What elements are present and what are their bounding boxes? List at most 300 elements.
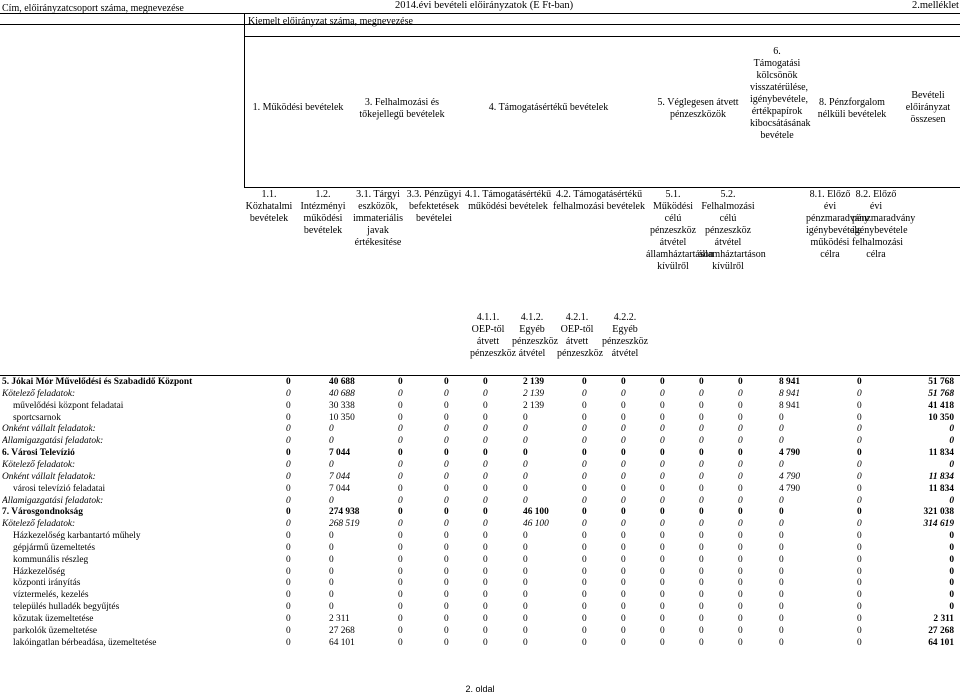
row-value: 0: [738, 637, 743, 648]
row-value: 0: [582, 507, 587, 518]
row-value: 0: [582, 614, 587, 624]
row-value: 0: [444, 507, 449, 518]
table-row: [0, 614, 960, 625]
row-value: 0: [398, 531, 403, 542]
row-value: 0: [857, 424, 862, 435]
sub-4-1: 4.1. Támogatásértékű működési bevételek: [464, 189, 552, 212]
row-value: 0: [286, 495, 291, 506]
row-value: 0: [286, 554, 291, 565]
row-value: 0: [621, 471, 626, 482]
row-value: 0: [779, 590, 784, 601]
row-value: 0: [286, 377, 291, 387]
row-value: 0: [398, 578, 403, 589]
row-value: 0: [329, 566, 334, 577]
row-value: 7 044: [329, 471, 351, 482]
row-value: 0: [621, 637, 626, 648]
row-value: 0: [286, 531, 291, 542]
row-value: 0: [699, 471, 704, 482]
row-value: 0: [582, 377, 587, 387]
group-5-header: 5. Véglegesen átvett pénzeszközök: [657, 97, 739, 120]
row-label: Házkezelőség karbantartó műhely: [13, 531, 141, 542]
row-value: 4 790: [779, 471, 801, 482]
row-value: 268 519: [329, 519, 360, 530]
row-value: 0: [699, 578, 704, 589]
row-value: 0: [779, 519, 784, 530]
row-value: 0: [444, 542, 449, 553]
row-label: 6. Városi Televízió: [2, 448, 75, 459]
row-value: 0: [444, 637, 449, 648]
row-value: 0: [523, 625, 528, 636]
row-value: 46 100: [523, 519, 549, 530]
table-row: [0, 448, 960, 459]
row-value: 0: [699, 519, 704, 530]
row-value: 0: [660, 542, 665, 553]
row-value: 0: [286, 519, 291, 530]
sub-4-2-1: 4.2.1. OEP-től átvett pénzeszköz: [557, 312, 604, 359]
header-bottom-line: [0, 375, 960, 376]
row-value: 7 044: [329, 448, 351, 459]
row-value: 0: [483, 566, 488, 577]
row-value: 0: [738, 531, 743, 542]
row-value: 0: [582, 400, 587, 411]
row-value: 0: [523, 614, 528, 624]
total-header: Bevételi előirányzat összesen: [905, 90, 951, 125]
sub-8-1: 8.1. Előző évi pénzmaradvány igénybevétele működési célra: [806, 189, 870, 260]
row-value: 0: [483, 388, 488, 399]
row-label: település hulladék begyűjtés: [13, 602, 120, 613]
row-value: 0: [779, 602, 784, 613]
row-value: 0: [738, 614, 743, 624]
row-value: 0: [621, 424, 626, 435]
row-value: 0: [398, 590, 403, 601]
row-value: 0: [398, 448, 403, 459]
row-value: 0: [444, 554, 449, 565]
row-value: 0: [857, 519, 862, 530]
row-value: 0: [699, 507, 704, 518]
row-value: 0: [398, 519, 403, 530]
row-value: 0: [582, 519, 587, 530]
table-row: [0, 389, 960, 400]
row-value: 0: [738, 495, 743, 506]
row-value: 0: [582, 554, 587, 565]
row-value: 0: [286, 566, 291, 577]
row-value: 0: [398, 424, 403, 435]
row-value: 0: [286, 471, 291, 482]
annex-label: 2.melléklet: [912, 0, 959, 11]
row-value: 0: [582, 531, 587, 542]
row-value: 0: [857, 483, 862, 494]
row-value: 0: [857, 625, 862, 636]
row-label: sportcsarnok: [13, 412, 61, 423]
table-row: [0, 626, 960, 637]
row-value: 0: [779, 614, 784, 624]
row-value: 0: [738, 412, 743, 423]
row-total: 0: [949, 554, 954, 565]
row-value: 0: [483, 554, 488, 565]
row-value: 8 941: [779, 388, 801, 399]
table-row: [0, 472, 960, 483]
row-value: 10 350: [329, 412, 355, 423]
table-row: [0, 555, 960, 566]
row-value: 0: [398, 542, 403, 553]
table-row: [0, 377, 960, 388]
row-value: 0: [621, 590, 626, 601]
row-total: 51 768: [928, 388, 954, 399]
table-row: [0, 484, 960, 495]
row-value: 0: [738, 578, 743, 589]
row-value: 0: [286, 637, 291, 648]
row-value: 0: [398, 388, 403, 399]
row-value: 0: [621, 531, 626, 542]
row-value: 0: [398, 614, 403, 624]
row-value: 0: [444, 566, 449, 577]
row-value: 0: [738, 459, 743, 470]
row-value: 0: [660, 400, 665, 411]
row-value: 274 938: [329, 507, 360, 518]
row-value: 0: [444, 519, 449, 530]
row-value: 0: [779, 459, 784, 470]
row-value: 0: [582, 602, 587, 613]
row-value: 0: [483, 578, 488, 589]
row-label: Államigazgatási feladatok:: [2, 436, 104, 447]
row-value: 0: [857, 507, 862, 518]
row-value: 0: [621, 483, 626, 494]
row-value: 0: [483, 625, 488, 636]
row-value: 0: [660, 412, 665, 423]
row-value: 0: [398, 436, 403, 447]
row-value: 0: [621, 578, 626, 589]
row-total: 0: [949, 495, 954, 506]
row-value: 0: [483, 495, 488, 506]
row-value: 0: [523, 495, 528, 506]
document-title: 2014.évi bevételi előirányzatok (E Ft-ban): [395, 0, 574, 11]
row-total: 11 834: [928, 483, 954, 494]
row-value: 0: [286, 448, 291, 459]
row-value: 0: [738, 519, 743, 530]
row-value: 0: [699, 412, 704, 423]
row-value: 0: [660, 519, 665, 530]
row-value: 40 688: [329, 377, 355, 387]
header-line-c: [244, 187, 960, 188]
row-total: 10 350: [928, 412, 954, 423]
table-row: [0, 578, 960, 589]
row-total: 0: [949, 590, 954, 601]
row-value: 0: [483, 542, 488, 553]
row-value: 0: [582, 388, 587, 399]
row-value: 0: [621, 377, 626, 387]
row-value: 0: [329, 424, 334, 435]
row-value: 0: [483, 602, 488, 613]
row-value: 0: [660, 507, 665, 518]
row-value: 2 139: [523, 388, 545, 399]
row-value: 0: [286, 459, 291, 470]
row-total: 11 834: [928, 448, 954, 459]
row-value: 0: [483, 459, 488, 470]
sub-1-2: 1.2. Intézményi működési bevételek: [300, 189, 346, 236]
row-value: 0: [286, 590, 291, 601]
row-label: 5. Jókai Mór Művelődési és Szabadidő Központ: [2, 377, 193, 387]
row-value: 0: [286, 412, 291, 423]
row-label: parkolók üzemeltetése: [13, 625, 98, 636]
row-value: 0: [523, 448, 528, 459]
row-label: művelődési központ feladatai: [13, 400, 124, 411]
row-value: 0: [779, 542, 784, 553]
row-value: 0: [329, 602, 334, 613]
row-value: 0: [483, 448, 488, 459]
row-value: 0: [738, 424, 743, 435]
row-value: 0: [398, 412, 403, 423]
row-value: 0: [699, 542, 704, 553]
row-value: 0: [621, 400, 626, 411]
row-label: Önként vállalt feladatok:: [2, 424, 96, 435]
row-value: 0: [444, 424, 449, 435]
row-value: 0: [621, 519, 626, 530]
row-value: 0: [857, 495, 862, 506]
row-value: 0: [621, 566, 626, 577]
row-value: 0: [699, 483, 704, 494]
row-value: 0: [398, 625, 403, 636]
row-value: 4 790: [779, 483, 801, 494]
row-value: 0: [483, 412, 488, 423]
row-value: 0: [444, 448, 449, 459]
row-total: 27 268: [928, 625, 954, 636]
row-total: 2 311: [933, 614, 954, 624]
row-label: kommunális részleg: [13, 554, 89, 565]
row-value: 0: [329, 436, 334, 447]
sub-4-1-2: 4.1.2. Egyéb pénzeszköz átvétel: [512, 312, 559, 359]
row-value: 0: [286, 400, 291, 411]
row-value: 0: [857, 377, 862, 387]
row-value: 0: [329, 459, 334, 470]
table-row: [0, 401, 960, 412]
row-value: 8 941: [779, 377, 801, 387]
row-value: 0: [398, 400, 403, 411]
row-value: 0: [483, 614, 488, 624]
header-line-b: [244, 36, 960, 37]
row-value: 0: [444, 388, 449, 399]
row-value: 0: [483, 507, 488, 518]
row-value: 0: [444, 377, 449, 387]
row-value: 0: [621, 614, 626, 624]
row-value: 0: [857, 554, 862, 565]
group-8-header: 8. Pénzforgalom nélküli bevételek: [817, 97, 887, 120]
row-value: 40 688: [329, 388, 355, 399]
row-value: 0: [738, 542, 743, 553]
row-value: 0: [660, 377, 665, 387]
group-1-header: 1. Működési bevételek: [252, 102, 344, 113]
row-value: 0: [660, 495, 665, 506]
row-value: 0: [660, 471, 665, 482]
row-value: 0: [483, 519, 488, 530]
row-value: 0: [857, 448, 862, 459]
row-value: 0: [483, 590, 488, 601]
row-value: 0: [660, 483, 665, 494]
row-label: Kötelező feladatok:: [2, 519, 76, 530]
row-value: 0: [779, 495, 784, 506]
row-value: 0: [857, 459, 862, 470]
row-value: 4 790: [779, 448, 801, 459]
row-value: 0: [483, 471, 488, 482]
sub-1-1: 1.1. Közhatalmi bevételek: [245, 189, 293, 224]
row-value: 0: [699, 590, 704, 601]
row-label: közutak üzemeltetése: [13, 614, 94, 624]
row-total: 0: [949, 531, 954, 542]
row-value: 0: [286, 578, 291, 589]
row-value: 0: [329, 554, 334, 565]
row-value: 0: [398, 459, 403, 470]
row-value: 0: [738, 483, 743, 494]
row-value: 0: [699, 448, 704, 459]
row-value: 0: [738, 625, 743, 636]
row-value: 0: [582, 424, 587, 435]
row-value: 2 139: [523, 400, 545, 411]
row-value: 0: [523, 412, 528, 423]
row-value: 0: [857, 400, 862, 411]
row-label: Házkezelőség: [13, 566, 66, 577]
row-value: 0: [660, 566, 665, 577]
row-value: 0: [286, 507, 291, 518]
row-total: 0: [949, 459, 954, 470]
row-value: 0: [779, 566, 784, 577]
table-row: [0, 567, 960, 578]
row-value: 0: [523, 590, 528, 601]
row-value: 0: [582, 436, 587, 447]
row-value: 0: [286, 424, 291, 435]
row-value: 0: [738, 554, 743, 565]
row-value: 0: [699, 637, 704, 648]
row-label: Kötelező feladatok:: [2, 459, 76, 470]
row-value: 8 941: [779, 400, 801, 411]
table-row: [0, 460, 960, 471]
row-value: 0: [582, 566, 587, 577]
row-value: 0: [660, 554, 665, 565]
row-label: Államigazgatási feladatok:: [2, 495, 104, 506]
row-value: 0: [660, 531, 665, 542]
row-value: 0: [582, 578, 587, 589]
row-value: 0: [621, 459, 626, 470]
row-label: lakóingatlan bérbeadása, üzemeltetése: [13, 637, 157, 648]
row-value: 0: [779, 637, 784, 648]
row-value: 0: [621, 412, 626, 423]
row-value: 0: [398, 554, 403, 565]
row-value: 0: [286, 625, 291, 636]
row-value: 2 311: [329, 614, 350, 624]
row-value: 0: [857, 436, 862, 447]
row-value: 0: [483, 377, 488, 387]
row-value: 0: [286, 388, 291, 399]
row-value: 0: [483, 424, 488, 435]
row-value: 0: [483, 637, 488, 648]
row-value: 0: [857, 531, 862, 542]
row-value: 0: [857, 542, 862, 553]
row-total: 0: [949, 424, 954, 435]
row-value: 0: [699, 614, 704, 624]
row-value: 0: [660, 614, 665, 624]
row-value: 0: [738, 448, 743, 459]
row-value: 0: [699, 459, 704, 470]
row-value: 0: [523, 566, 528, 577]
row-value: 0: [660, 448, 665, 459]
row-value: 0: [857, 614, 862, 624]
row-value: 0: [286, 614, 291, 624]
kiemelt-label: Kiemelt előirányzat száma, megnevezése: [248, 16, 413, 27]
row-value: 0: [621, 436, 626, 447]
header-vline-a: [244, 14, 245, 188]
row-value: 0: [523, 424, 528, 435]
row-total: 64 101: [928, 637, 954, 648]
row-value: 0: [738, 436, 743, 447]
row-value: 0: [286, 436, 291, 447]
table-row: [0, 590, 960, 601]
row-value: 0: [738, 507, 743, 518]
row-value: 0: [582, 471, 587, 482]
row-value: 0: [779, 554, 784, 565]
row-value: 0: [779, 625, 784, 636]
row-label: gépjármű üzemeltetés: [13, 542, 95, 553]
row-value: 0: [857, 471, 862, 482]
row-total: 0: [949, 566, 954, 577]
row-value: 0: [660, 637, 665, 648]
row-value: 0: [523, 554, 528, 565]
row-value: 0: [329, 531, 334, 542]
sub-4-2: 4.2. Támogatásértékű felhalmozási bevételek: [553, 189, 645, 212]
row-value: 0: [738, 602, 743, 613]
table-row: [0, 531, 960, 542]
row-value: 0: [523, 483, 528, 494]
row-value: 0: [699, 377, 704, 387]
sub-4-1-1: 4.1.1. OEP-től átvett pénzeszköz: [470, 312, 517, 359]
row-value: 0: [483, 531, 488, 542]
row-value: 0: [621, 507, 626, 518]
row-total: 11 834: [928, 471, 954, 482]
row-value: 0: [699, 602, 704, 613]
row-value: 0: [444, 602, 449, 613]
row-value: 0: [621, 495, 626, 506]
row-value: 0: [660, 578, 665, 589]
row-label: víztermelés, kezelés: [13, 590, 89, 601]
row-value: 0: [660, 602, 665, 613]
row-value: 0: [857, 578, 862, 589]
row-value: 0: [660, 590, 665, 601]
row-value: 0: [444, 531, 449, 542]
row-value: 0: [444, 412, 449, 423]
table-row: [0, 496, 960, 507]
table-row: [0, 543, 960, 554]
row-value: 0: [582, 412, 587, 423]
group-3-header: 3. Felhalmozási és tőkejellegű bevételek: [359, 97, 445, 120]
row-value: 0: [738, 400, 743, 411]
row-value: 0: [582, 590, 587, 601]
row-value: 0: [444, 436, 449, 447]
row-value: 0: [779, 531, 784, 542]
row-total: 41 418: [928, 400, 954, 411]
row-value: 0: [444, 590, 449, 601]
row-value: 0: [444, 459, 449, 470]
row-value: 0: [660, 625, 665, 636]
row-total: 51 768: [928, 377, 954, 387]
row-value: 0: [582, 448, 587, 459]
sub-3-1: 3.1. Tárgyi eszközök, immateriális javak értékesítése: [353, 189, 403, 248]
row-value: 0: [398, 602, 403, 613]
row-total: 321 038: [923, 507, 954, 518]
row-value: 0: [738, 388, 743, 399]
row-value: 0: [857, 412, 862, 423]
row-value: 0: [857, 637, 862, 648]
row-value: 0: [329, 578, 334, 589]
table-row: [0, 519, 960, 530]
row-value: 7 044: [329, 483, 351, 494]
sub-5-1: 5.1. Működési célú pénzeszköz átvétel államháztartáson kívülről: [646, 189, 714, 272]
